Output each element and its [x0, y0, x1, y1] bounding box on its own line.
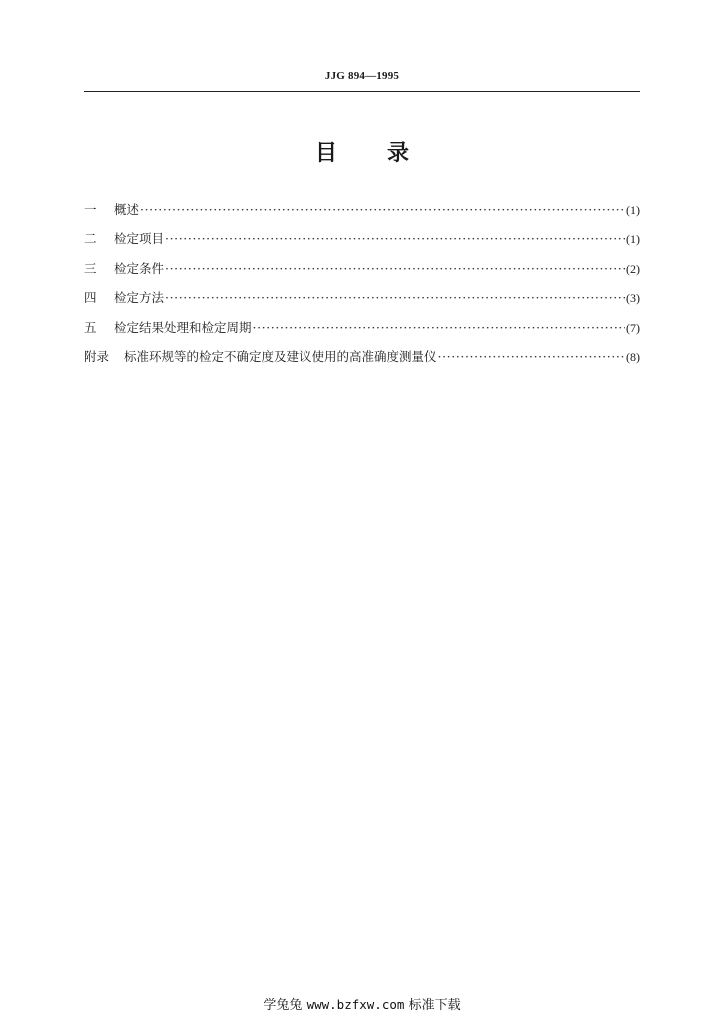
toc-entry-title: 检定方法 [114, 290, 165, 306]
page-title [84, 136, 640, 167]
toc-entry-title: 检定结果处理和检定周期 [114, 319, 252, 335]
toc-entry-number: 二 [84, 231, 97, 247]
toc-entry-number: 附录 [84, 348, 110, 364]
toc-entry-page: (3) [626, 291, 640, 306]
toc-entry-number: 一 [84, 202, 97, 217]
toc-entry-page: (8) [626, 349, 640, 364]
toc-entry-2[interactable] [84, 229, 640, 258]
toc-leader-dots [140, 202, 625, 217]
footer-watermark [0, 994, 724, 1013]
footer-site-name: 学兔兔 [263, 998, 303, 1013]
toc-entry-3[interactable] [84, 259, 640, 288]
table-of-contents [84, 200, 640, 376]
toc-entry-number: 四 [84, 290, 97, 306]
footer-tagline: 标准下载 [408, 998, 461, 1013]
toc-entry-1[interactable] [84, 200, 640, 229]
toc-leader-dots [165, 290, 625, 305]
toc-entry-number: 三 [84, 260, 97, 276]
toc-leader-dots [165, 261, 625, 276]
toc-entry-title: 标准环规等的检定不确定度及建议使用的高准确度测量仪 [124, 348, 437, 364]
toc-entry-page: (1) [626, 203, 640, 217]
toc-entry-5[interactable] [84, 318, 640, 347]
toc-entry-appendix[interactable] [84, 347, 640, 376]
toc-entry-title: 概述 [114, 202, 140, 217]
toc-entry-page: (2) [626, 261, 640, 276]
toc-entry-title: 检定项目 [114, 231, 165, 247]
title-char-2: 录 [387, 141, 410, 166]
footer-url-link[interactable]: www.bzfxw.com [306, 997, 405, 1012]
toc-leader-dots [253, 320, 625, 335]
toc-entry-page: (1) [626, 232, 640, 247]
toc-entry-page: (7) [626, 320, 640, 335]
toc-entry-number: 五 [84, 319, 97, 335]
toc-leader-dots [165, 231, 625, 246]
toc-leader-dots [438, 349, 625, 364]
title-char-1: 目 [314, 141, 337, 166]
document-header: JJG 894—1995 [324, 70, 400, 82]
toc-entry-4[interactable] [84, 288, 640, 317]
toc-entry-title: 检定条件 [114, 260, 165, 276]
header-rule [84, 91, 640, 92]
